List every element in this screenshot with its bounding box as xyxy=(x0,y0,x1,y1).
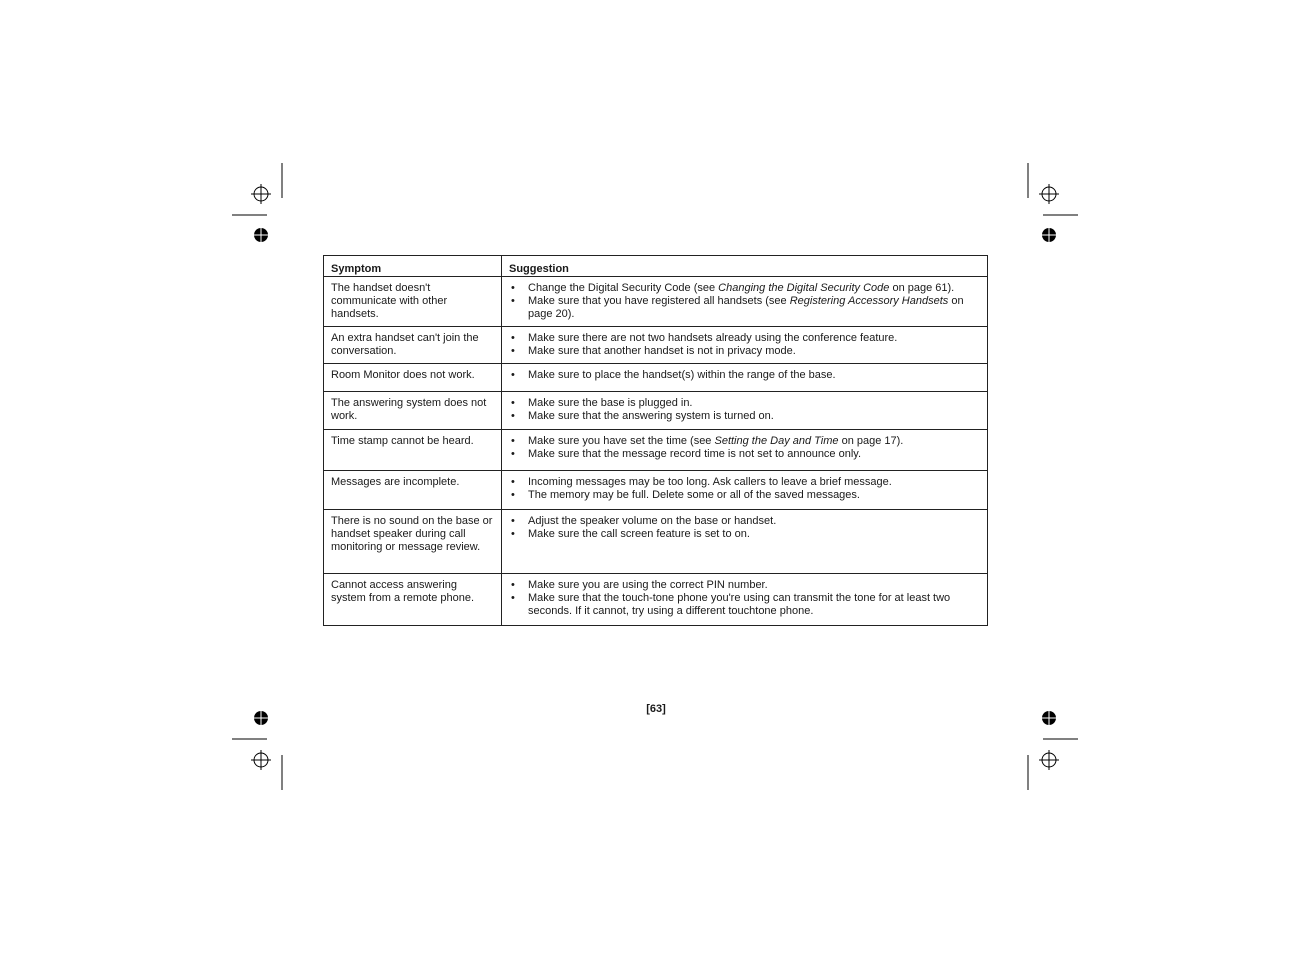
crop-mark-top-right xyxy=(1020,163,1080,243)
suggestion-item xyxy=(509,345,980,358)
suggestion-header: Suggestion xyxy=(502,256,988,277)
suggestion-item xyxy=(509,579,980,592)
suggestion-text: Make sure that you have registered all handsets (see xyxy=(528,295,790,307)
symptom-cell: Time stamp cannot be heard. xyxy=(324,430,502,471)
page-number: [63] xyxy=(646,703,666,715)
suggestion-item xyxy=(509,397,980,410)
suggestion-text: Make sure you are using the correct PIN number. xyxy=(528,579,768,591)
cross-reference-title: Changing the Digital Security Code xyxy=(718,282,890,294)
suggestion-list xyxy=(509,397,980,423)
suggestion-cell xyxy=(502,327,988,364)
table-row xyxy=(324,430,988,471)
cross-reference-title: Registering Accessory Handsets xyxy=(789,295,949,307)
table-row xyxy=(324,364,988,392)
table-row xyxy=(324,574,988,626)
suggestion-cell xyxy=(502,471,988,510)
suggestion-item xyxy=(509,410,980,423)
suggestion-text: Make sure to place the handset(s) within the range of the base. xyxy=(528,369,836,381)
suggestion-text: The memory may be full. Delete some or all of the saved messages. xyxy=(528,489,860,501)
suggestion-text: Incoming messages may be too long. Ask callers to leave a brief message. xyxy=(528,476,892,488)
symptom-cell: Cannot access answering system from a remote phone. xyxy=(324,574,502,626)
suggestion-item xyxy=(509,435,980,448)
suggestion-cell xyxy=(502,574,988,626)
symptom-cell: There is no sound on the base or handset speaker during call monitoring or message review. xyxy=(324,510,502,574)
symptom-cell: The handset doesn't communicate with other handsets. xyxy=(324,277,502,327)
suggestion-item xyxy=(509,592,980,618)
suggestion-text: Adjust the speaker volume on the base or handset. xyxy=(528,515,777,527)
crop-mark-bottom-right xyxy=(1020,710,1080,790)
suggestion-item xyxy=(509,282,980,295)
cross-reference-title: Setting the Day and Time xyxy=(714,435,839,447)
suggestion-item xyxy=(509,489,980,502)
symptom-cell: An extra handset can't join the conversation. xyxy=(324,327,502,364)
symptom-header: Symptom xyxy=(324,256,502,277)
table-row xyxy=(324,392,988,430)
suggestion-text: Make sure that another handset is not in privacy mode. xyxy=(528,345,796,357)
suggestion-list xyxy=(509,579,980,618)
troubleshooting-table xyxy=(323,255,988,626)
symptom-cell: Messages are incomplete. xyxy=(324,471,502,510)
suggestion-cell xyxy=(502,392,988,430)
suggestion-text: on page 20). xyxy=(528,295,964,320)
symptom-cell: Room Monitor does not work. xyxy=(324,364,502,392)
suggestion-item xyxy=(509,369,980,382)
suggestion-text: Make sure the base is plugged in. xyxy=(528,397,693,409)
suggestion-text: on page 61). xyxy=(889,282,955,294)
suggestion-cell xyxy=(502,510,988,574)
suggestion-text: Make sure that the touch-tone phone you're using can transmit the tone for at least two seconds. If it cannot, try using a different touchtone phone. xyxy=(528,592,951,617)
suggestion-list xyxy=(509,332,980,358)
suggestion-item xyxy=(509,476,980,489)
suggestion-list xyxy=(509,369,980,382)
table-row xyxy=(324,471,988,510)
suggestion-list xyxy=(509,282,980,321)
table-row xyxy=(324,510,988,574)
suggestion-text: on page 17). xyxy=(838,435,904,447)
symptom-cell: The answering system does not work. xyxy=(324,392,502,430)
suggestion-text: Change the Digital Security Code (see xyxy=(528,282,719,294)
table-row xyxy=(324,327,988,364)
suggestion-item xyxy=(509,528,980,541)
table-row xyxy=(324,277,988,327)
suggestion-list xyxy=(509,515,980,541)
crop-mark-bottom-left xyxy=(230,710,290,790)
suggestion-item xyxy=(509,515,980,528)
suggestion-cell xyxy=(502,277,988,327)
suggestion-text: Make sure that the answering system is turned on. xyxy=(528,410,774,422)
crop-mark-top-left xyxy=(230,163,290,243)
suggestion-list xyxy=(509,435,980,461)
suggestion-cell xyxy=(502,364,988,392)
suggestion-text: Make sure that the message record time is not set to announce only. xyxy=(528,448,862,460)
suggestion-item xyxy=(509,332,980,345)
suggestion-item xyxy=(509,295,980,321)
suggestion-text: Make sure you have set the time (see xyxy=(528,435,715,447)
suggestion-text: Make sure there are not two handsets already using the conference feature. xyxy=(528,332,898,344)
suggestion-item xyxy=(509,448,980,461)
suggestion-list xyxy=(509,476,980,502)
suggestion-cell xyxy=(502,430,988,471)
table-header-row xyxy=(324,256,988,277)
suggestion-text: Make sure the call screen feature is set to on. xyxy=(528,528,750,540)
